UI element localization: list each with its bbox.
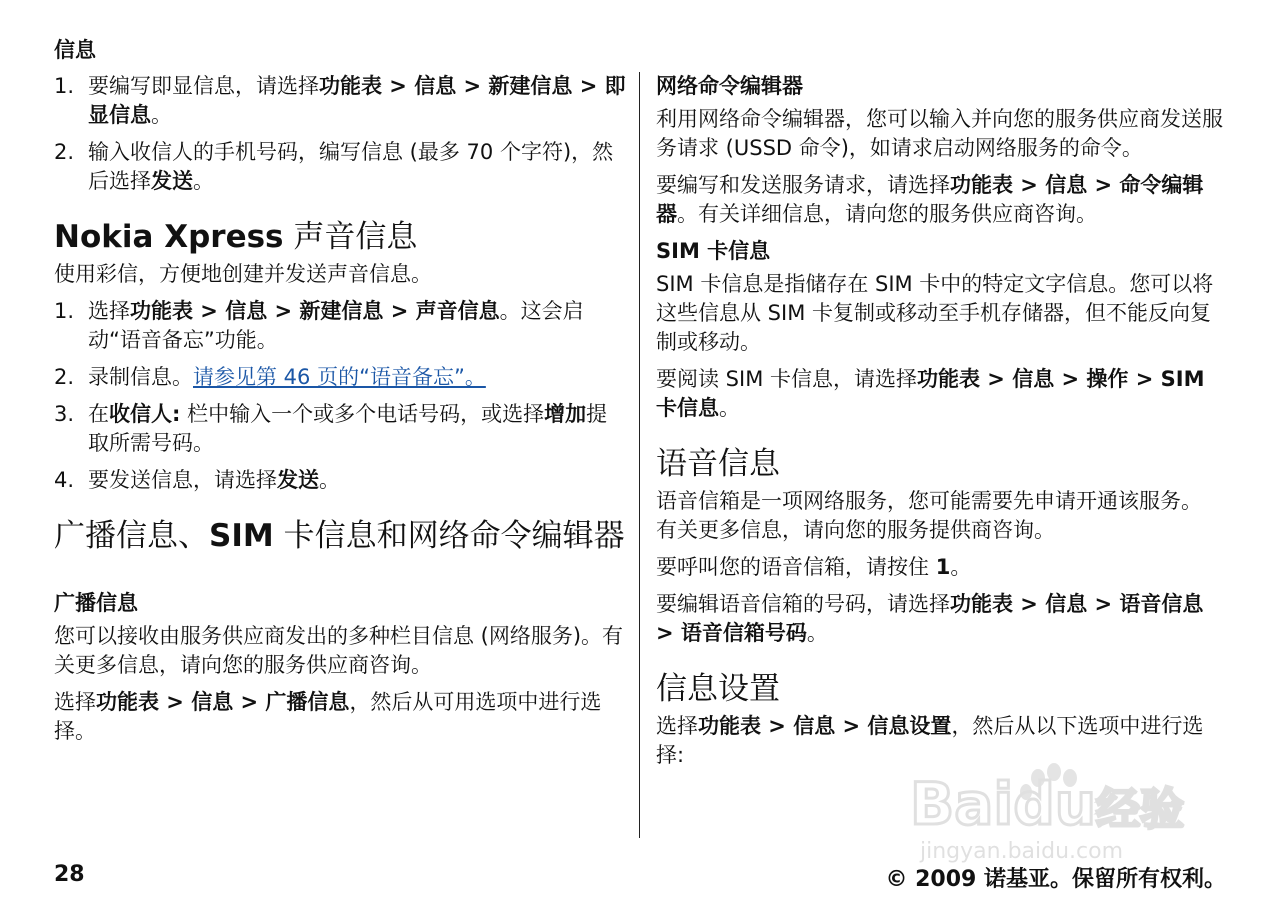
voice-message-para: 语音信箱是一项网络服务，您可能需要先申请开通该服务。 有关更多信息，请向您的服务提供商咨询。 [656,489,1202,542]
network-command-heading: 网络命令编辑器 [656,74,803,98]
broadcast-para: 您可以接收由服务供应商发出的多种栏目信息 (网络服务)。有关更多信息，请向您的服务供应商咨询。 [54,624,624,677]
xpress-heading: Nokia Xpress 声音信息 [54,219,418,255]
broadcast-subheading: 广播信息 [54,591,138,615]
sim-message-instructions: 要阅读 SIM 卡信息，请选择功能表 > 信息 > 操作 > SIM 卡信息。 [656,367,1205,420]
list-item: 2. 输入收信人的手机号码，编写信息 (最多 70 个字符)，然后选择发送。 [54,140,614,193]
section-label: 信息 [54,38,96,62]
voicemail-edit-instructions: 要编辑语音信箱的号码，请选择功能表 > 信息 > 语音信息 > 语音信箱号码。 [656,592,1204,645]
list-item: 1. 选择功能表 > 信息 > 新建信息 > 声音信息。这会启动“语音备忘”功能。 [54,299,584,352]
right-column [656,72,1226,778]
list-item: 2. 录制信息。请参见第 46 页的“语音备忘”。 [54,365,486,389]
list-item: 4. 要发送信息，请选择发送。 [54,468,340,492]
watermark-site: jingyan.baidu.com [920,839,1124,864]
broadcast-instructions: 选择功能表 > 信息 > 广播信息，然后从可用选项中进行选择。 [54,690,602,743]
network-command-instructions: 要编写和发送服务请求，请选择功能表 > 信息 > 命令编辑器。有关详细信息，请向您的服务供应商咨询。 [656,173,1204,226]
page-number: 28 [54,862,85,887]
copyright-notice: © 2009 诺基亚。保留所有权利。 [885,867,1226,892]
watermark-brand-cjk: 经验 [1096,784,1184,835]
broadcast-group-heading: 广播信息、SIM 卡信息和网络命令编辑器 [54,518,625,554]
list-item: 3. 在收信人: 栏中输入一个或多个电话号码，或选择增加提取所需号码。 [54,402,608,455]
network-command-para: 利用网络命令编辑器，您可以输入并向您的服务供应商发送服务请求 (USSD 命令)，如请求启动网络服务的命令。 [656,107,1223,160]
xpress-steps [54,297,626,495]
voice-memo-link[interactable]: 请参见第 46 页的“语音备忘”。 [193,365,486,389]
voicemail-call-instructions: 要呼叫您的语音信箱，请按住 1。 [656,555,972,579]
message-settings-instructions: 选择功能表 > 信息 > 信息设置，然后从以下选项中进行选择: [656,714,1204,767]
left-column [54,72,626,754]
xpress-intro: 使用彩信，方便地创建并发送声音信息。 [54,262,432,286]
voice-message-heading: 语音信息 [656,446,780,482]
list-item: 1. 要编写即显信息，请选择功能表 > 信息 > 新建信息 > 即显信息。 [54,74,626,127]
watermark-brand: Baidu [910,770,1097,838]
sim-message-para: SIM 卡信息是指储存在 SIM 卡中的特定文字信息。您可以将这些信息从 SIM 卡复制或移动至手机存储器，但不能反向复制或移动。 [656,272,1214,354]
message-settings-heading: 信息设置 [656,671,780,707]
column-divider [639,72,640,838]
baidu-watermark-logo [900,748,1200,868]
sim-message-heading: SIM 卡信息 [656,239,771,263]
instant-message-steps [54,72,626,196]
